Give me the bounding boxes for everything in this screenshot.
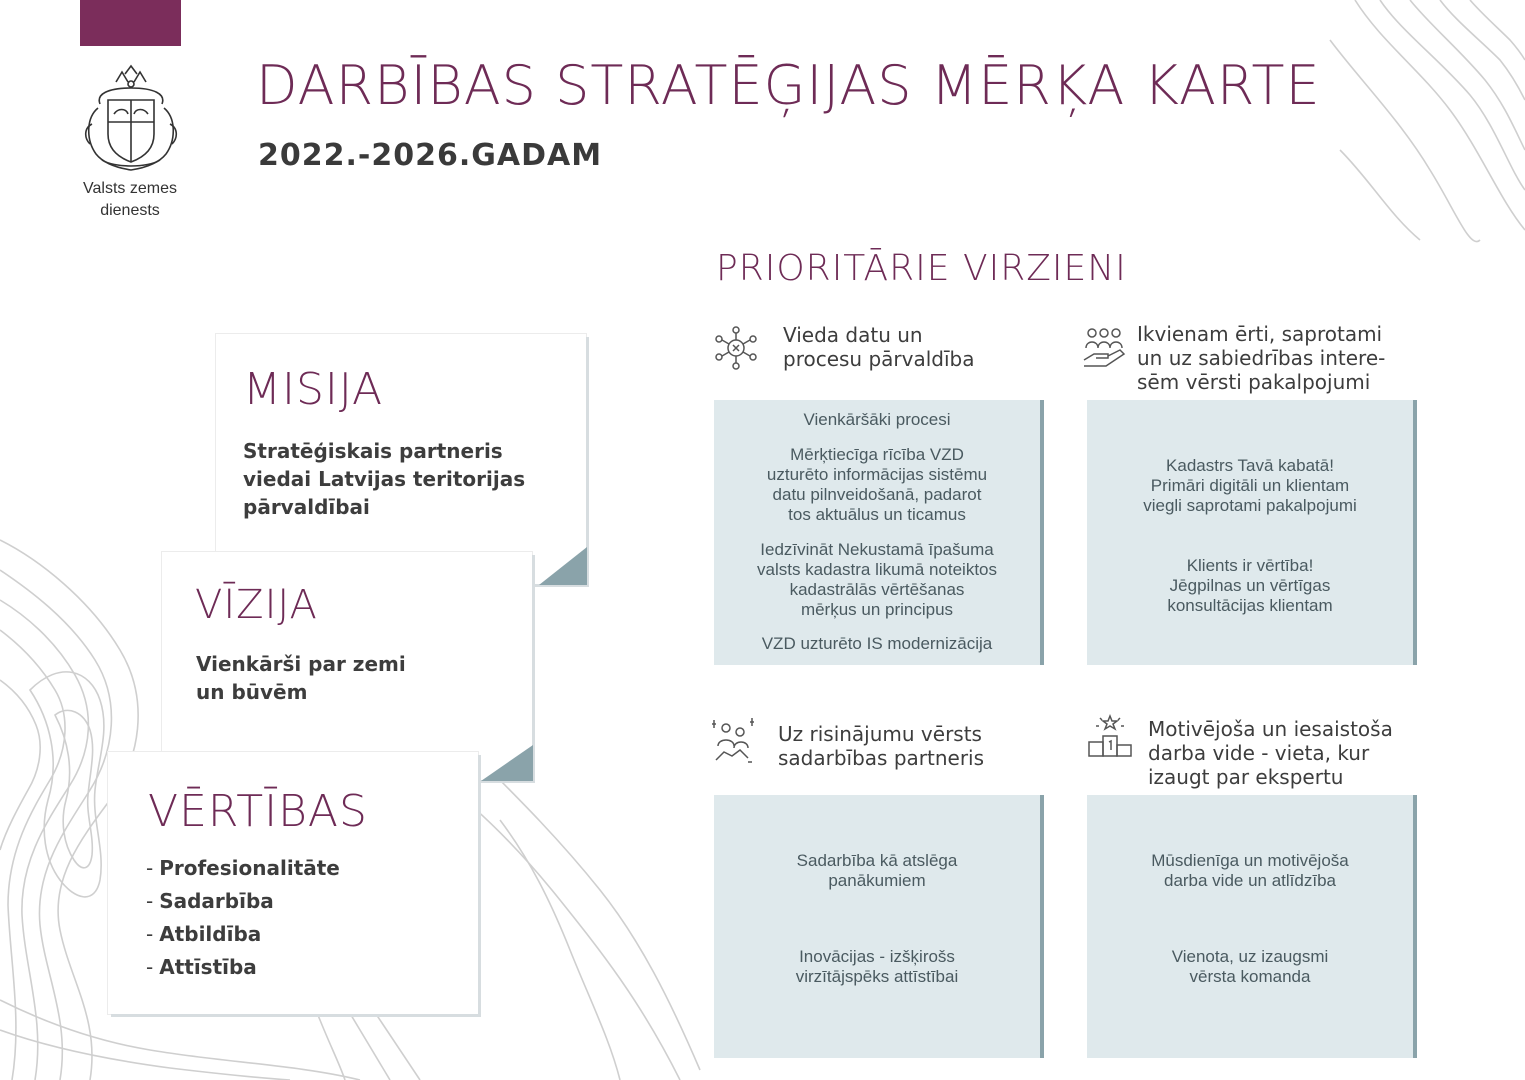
direction-item: VZD uzturēto IS modernizācija (761, 634, 993, 653)
direction-item: Mērķtiecīga rīcība VZD uzturēto informācijas sistēmu datu pilnveidošanā, padarot tos aktuālus un ticamus (766, 445, 988, 524)
coat-of-arms-icon (78, 64, 184, 176)
vision-text: Vienkārši par zemi un būvēm (196, 652, 406, 704)
direction-item: Inovācijas - izšķirošs virzītājspēks attīstībai (795, 947, 959, 986)
direction-item: Klients ir vērtība! Jēgpilnas un vērtīgas konsultācijas klientam (1167, 556, 1333, 615)
direction-box (714, 400, 1044, 665)
priorities-title: PRIORITĀRIE VIRZIENI (716, 248, 1127, 289)
values-list (146, 852, 340, 984)
mission-text: Stratēģiskais partneris viedai Latvijas teritorijas pārvaldībai (243, 439, 526, 519)
values-list-item: - Atbildība (146, 922, 262, 946)
people-hand-icon (1080, 324, 1128, 372)
values-title: VĒRTĪBAS (148, 786, 368, 837)
page-fold-corner (481, 745, 533, 781)
direction-box (714, 795, 1044, 1058)
vision-card (162, 552, 532, 780)
direction-item: Vienkāršāki procesi (803, 410, 951, 429)
page-title: DARBĪBAS STRATĒĢIJAS MĒRĶA KARTE (256, 54, 1321, 117)
direction-item: Kadastrs Tavā kabatā! Primāri digitāli un klientam viegli saprotami pakalpojumi (1143, 456, 1357, 515)
cooperation-icon (708, 716, 756, 764)
vision-title: VĪZIJA (195, 582, 318, 628)
direction-item: Vienota, uz izaugsmi vērsta komanda (1171, 947, 1329, 986)
mission-card (216, 334, 586, 584)
direction-title: Vieda datu un procesu pārvaldība (783, 323, 975, 371)
direction-item: Iedzīvināt Nekustamā īpašuma valsts kadastra likumā noteiktos kadastrālās vērtēšanas mērķus un principus (757, 540, 997, 619)
mission-title: MISIJA (243, 364, 384, 415)
organization-name: Valsts zemes dienests (83, 180, 177, 219)
data-network-icon (712, 324, 760, 372)
values-list-item: - Sadarbība (146, 889, 274, 913)
direction-title: Ikvienam ērti, saprotami un uz sabiedrības intere- sēm vērsti pakalpojumi (1137, 322, 1386, 394)
values-card (108, 752, 478, 1014)
direction-title: Motivējoša un iesaistoša darba vide - vieta, kur izaugt par ekspertu (1148, 717, 1393, 789)
direction-item: Sadarbība kā atslēga panākumiem (796, 851, 958, 890)
brand-color-block (80, 0, 181, 46)
page-fold-corner (539, 547, 587, 585)
direction-box (1087, 400, 1417, 665)
direction-box (1087, 795, 1417, 1058)
values-list-item: - Profesionalitāte (146, 856, 340, 880)
values-list-item: - Attīstība (146, 955, 257, 979)
page-subtitle: 2022.-2026.GADAM (258, 138, 603, 173)
direction-title: Uz risinājumu vērsts sadarbības partneris (778, 722, 985, 770)
podium-icon (1086, 712, 1134, 760)
direction-item: Mūsdienīga un motivējoša darba vide un atlīdzība (1151, 851, 1349, 890)
